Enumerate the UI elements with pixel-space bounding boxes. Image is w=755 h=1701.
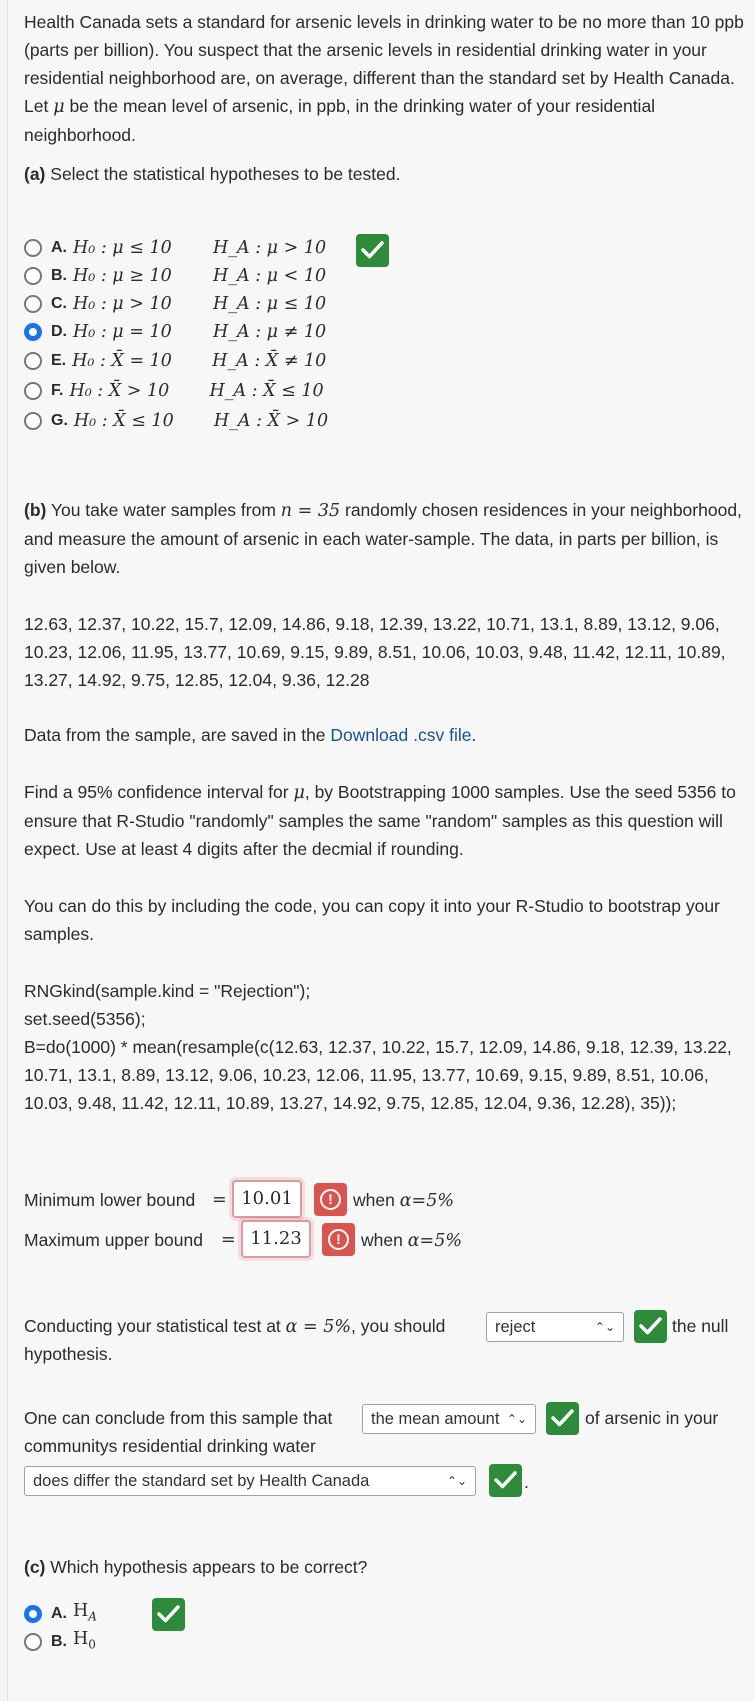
check-icon — [494, 1470, 517, 1490]
data-values: 12.63, 12.37, 10.22, 15.7, 12.09, 14.86, 9.18, 12.39, 13.22, 10.71, 13.1, 8.89, 13.12, 9.06, 10.23, 12.06, 11.95, 13.77, 10.69, 9.15, 9.89, 8.51, 10.06, 10.03, 9.48, 11.42, 12.11, 10.89, 13.27, 14.92, 9.75, 12.85, 12.04, 9.36, 12.28 — [24, 614, 726, 690]
check-icon — [157, 1604, 180, 1624]
part-b-intro: (b) You take water samples from n = 35 randomly chosen residences in your neighborhood, and measure the amount of arsenic in each water-sample. The data, in parts per billion, is given below. — [24, 500, 742, 577]
conclusion-result-check — [489, 1464, 522, 1497]
lower-bound-input[interactable]: 10.01 — [232, 1180, 302, 1218]
intro-paragraph: Health Canada sets a standard for arsenic levels in drinking water to be no more than 10 ppb (parts per billion). You suspect that the arsenic levels in residential drinking water in your residential neighborhood are, on average, different than the standard set by Health Canada. Let μ be the mean level of arsenic, in ppb, in the drinking water of your residential neighborhood. — [24, 12, 744, 145]
code-line-2: set.seed(5356); — [24, 1009, 146, 1029]
radio-a[interactable] — [24, 239, 42, 257]
code-line-3: B=do(1000) * mean(resample(c(12.63, 12.37, 10.22, 15.7, 12.09, 14.86, 9.18, 12.39, 13.22, 10.71, 13.1, 8.89, 13.12, 9.06, 10.23, 12.06, 11.95, 13.77, 10.69, 9.15, 9.89, 8.51, 10.06, 10.03, 9.48, 11.42, 12.11, 10.89, 13.27, 14.92, 9.75, 12.85, 12.04, 9.36, 12.28), 35)); — [24, 1037, 732, 1113]
code-intro: You can do this by including the code, you can copy it into your R-Studio to bootstrap your samples. — [24, 896, 720, 944]
chevron-updown-icon: ⌃⌄ — [594, 1320, 615, 1334]
option-b[interactable]: B. H₀ : μ ≥ 10 H_A : μ < 10 — [24, 262, 326, 290]
part-c-question: (c) Which hypothesis appears to be correct? — [24, 1557, 368, 1577]
part-c-radio-a-selected[interactable] — [24, 1605, 42, 1623]
part-c-radio-b[interactable] — [24, 1633, 42, 1651]
lower-alpha-note: when α=5% — [353, 1190, 454, 1211]
chevron-updown-icon: ⌃⌄ — [506, 1412, 527, 1426]
decision-sentence: Conducting your statistical test at α = 5%, you should reject ⌃⌄ — [24, 1300, 744, 1360]
download-csv-link[interactable]: Download .csv file — [330, 725, 472, 745]
radio-c[interactable] — [24, 295, 42, 313]
radio-b[interactable] — [24, 267, 42, 285]
option-g[interactable]: G. H₀ : X̄ ≤ 10 H_A : X̄ > 10 — [24, 407, 328, 435]
option-d[interactable]: D. H₀ : μ = 10 H_A : μ ≠ 10 — [24, 318, 326, 346]
conclusion-subject-select[interactable]: the mean amount ⌃⌄ — [362, 1404, 536, 1434]
download-sentence: Data from the sample, are saved in the Download .csv file. — [24, 725, 477, 745]
check-icon — [361, 240, 384, 260]
conclusion-trailing-text: of arsenic in your communitys residential drinking water — [24, 1408, 719, 1456]
option-f[interactable]: F. H₀ : X̄ > 10 H_A : X̄ ≤ 10 — [24, 377, 324, 405]
upper-bound-row: Maximum upper bound = 11.23 ! when α=5% — [24, 1220, 744, 1260]
option-e[interactable]: E. H₀ : X̄ = 10 H_A : X̄ ≠ 10 — [24, 347, 326, 375]
upper-bound-error-button[interactable] — [322, 1223, 355, 1256]
radio-f[interactable] — [24, 382, 42, 400]
part-a-question: (a) Select the statistical hypotheses to be tested. — [24, 164, 401, 184]
lower-bound-row: Minimum lower bound = 10.01 ! when α=5% — [24, 1180, 744, 1220]
exclamation-icon: ! — [328, 1229, 349, 1250]
conclusion-result-select[interactable]: does differ the standard set by Health Canada ⌃⌄ — [24, 1466, 476, 1496]
radio-e[interactable] — [24, 352, 42, 370]
find-ci-instructions: Find a 95% confidence interval for μ, by Bootstrapping 1000 samples. Use the seed 5356 to ensure that R-Studio "randomly" samples the same "random" samples as this question will expect. Use at least 4 digits after the decmial if rounding. — [24, 782, 736, 859]
part-c-option-a[interactable]: A. $H_A$ — [24, 1600, 97, 1628]
exclamation-icon: ! — [320, 1189, 341, 1210]
r-code-block — [24, 977, 744, 1117]
conclusion-row-2: does differ the standard set by Health Canada ⌃⌄ . — [24, 1452, 744, 1492]
upper-alpha-note: when α=5% — [361, 1230, 462, 1251]
radio-g[interactable] — [24, 412, 42, 430]
conduct-trailing-text: the null hypothesis. — [24, 1316, 729, 1364]
code-line-1: RNGkind(sample.kind = "Rejection"); — [24, 981, 311, 1001]
part-a-correct-check — [356, 234, 389, 267]
conclusion-row: One can conclude from this sample that the mean amount ⌃⌄ — [24, 1392, 744, 1432]
decision-select[interactable]: reject ⌃⌄ — [486, 1312, 624, 1342]
radio-d-selected[interactable] — [24, 323, 42, 341]
part-c-option-b[interactable]: B. $H_0$ — [24, 1628, 96, 1656]
option-c[interactable]: C. H₀ : μ > 10 H_A : μ ≤ 10 — [24, 290, 326, 318]
lower-bound-error-button[interactable] — [314, 1183, 347, 1216]
upper-bound-input[interactable]: 11.23 — [241, 1220, 311, 1258]
part-c-correct-check — [152, 1598, 185, 1631]
chevron-updown-icon: ⌃⌄ — [446, 1474, 467, 1488]
option-a[interactable]: A. H₀ : μ ≤ 10 H_A : μ > 10 — [24, 234, 326, 262]
